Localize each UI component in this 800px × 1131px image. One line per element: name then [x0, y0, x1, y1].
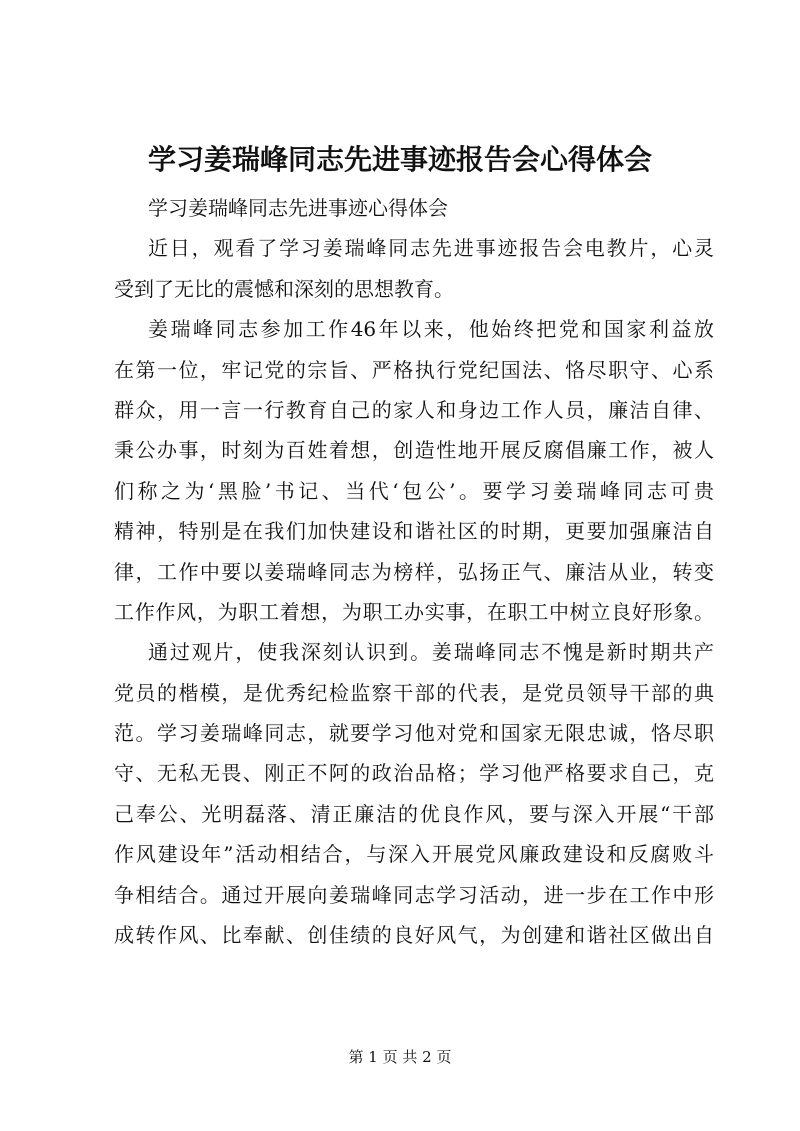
paragraph-line: 通过观片，使我深刻认识到。姜瑞峰同志不愧是新时期共产	[148, 640, 714, 665]
paragraph-line: 己奉公、光明磊落、清正廉洁的优良作风，要与深入开展“干部	[114, 801, 714, 826]
subtitle-line: 学习姜瑞峰同志先进事迹心得体会	[148, 196, 448, 220]
paragraph-line: 秉公办事，时刻为百姓着想，创造性地开展反腐倡廉工作，被人	[114, 438, 714, 463]
paragraph-line: 群众，用一言一行教育自己的家人和身边工作人员，廉洁自律、	[114, 397, 714, 422]
paragraph-line: 姜瑞峰同志参加工作46年以来，他始终把党和国家利益放	[148, 317, 714, 342]
paragraph-line: 精神，特别是在我们加快建设和谐社区的时期，更要加强廉洁自	[114, 519, 714, 544]
paragraph-line: 近日，观看了学习姜瑞峰同志先进事迹报告会电教片，心灵	[148, 236, 714, 261]
paragraph-line: 党员的楷模，是优秀纪检监察干部的代表，是党员领导干部的典	[114, 680, 714, 705]
paragraph-line: 争相结合。通过开展向姜瑞峰同志学习活动，进一步在工作中形	[114, 882, 714, 907]
page-number: 第 1 页 共 2 页	[348, 1048, 452, 1066]
paragraph-line: 守、无私无畏、刚正不阿的政治品格；学习他严格要求自己，克	[114, 761, 714, 786]
paragraph-line: 受到了无比的震憾和深刻的思想教育。	[114, 276, 454, 301]
paragraph-line: 们称之为‘黑脸’书记、当代‘包公’。要学习姜瑞峰同志可贵	[114, 478, 714, 503]
document-title: 学习姜瑞峰同志先进事迹报告会心得体会	[147, 143, 652, 176]
document-body	[114, 188, 714, 955]
paragraph-line: 工作作风，为职工着想，为职工办实事，在职工中树立良好形象。	[114, 599, 714, 624]
paragraph-line: 成转作风、比奉献、创佳绩的良好风气，为创建和谐社区做出自	[114, 923, 714, 948]
paragraph-line: 作风建设年”活动相结合，与深入开展党风廉政建设和反腐败斗	[114, 842, 714, 867]
paragraph-line: 范。学习姜瑞峰同志，就要学习他对党和国家无限忠诚，恪尽职	[114, 721, 714, 746]
paragraph-line: 律，工作中要以姜瑞峰同志为榜样，弘扬正气、廉洁从业，转变	[114, 559, 714, 584]
paragraph-line: 在第一位，牢记党的宗旨、严格执行党纪国法、恪尽职守、心系	[114, 357, 714, 382]
